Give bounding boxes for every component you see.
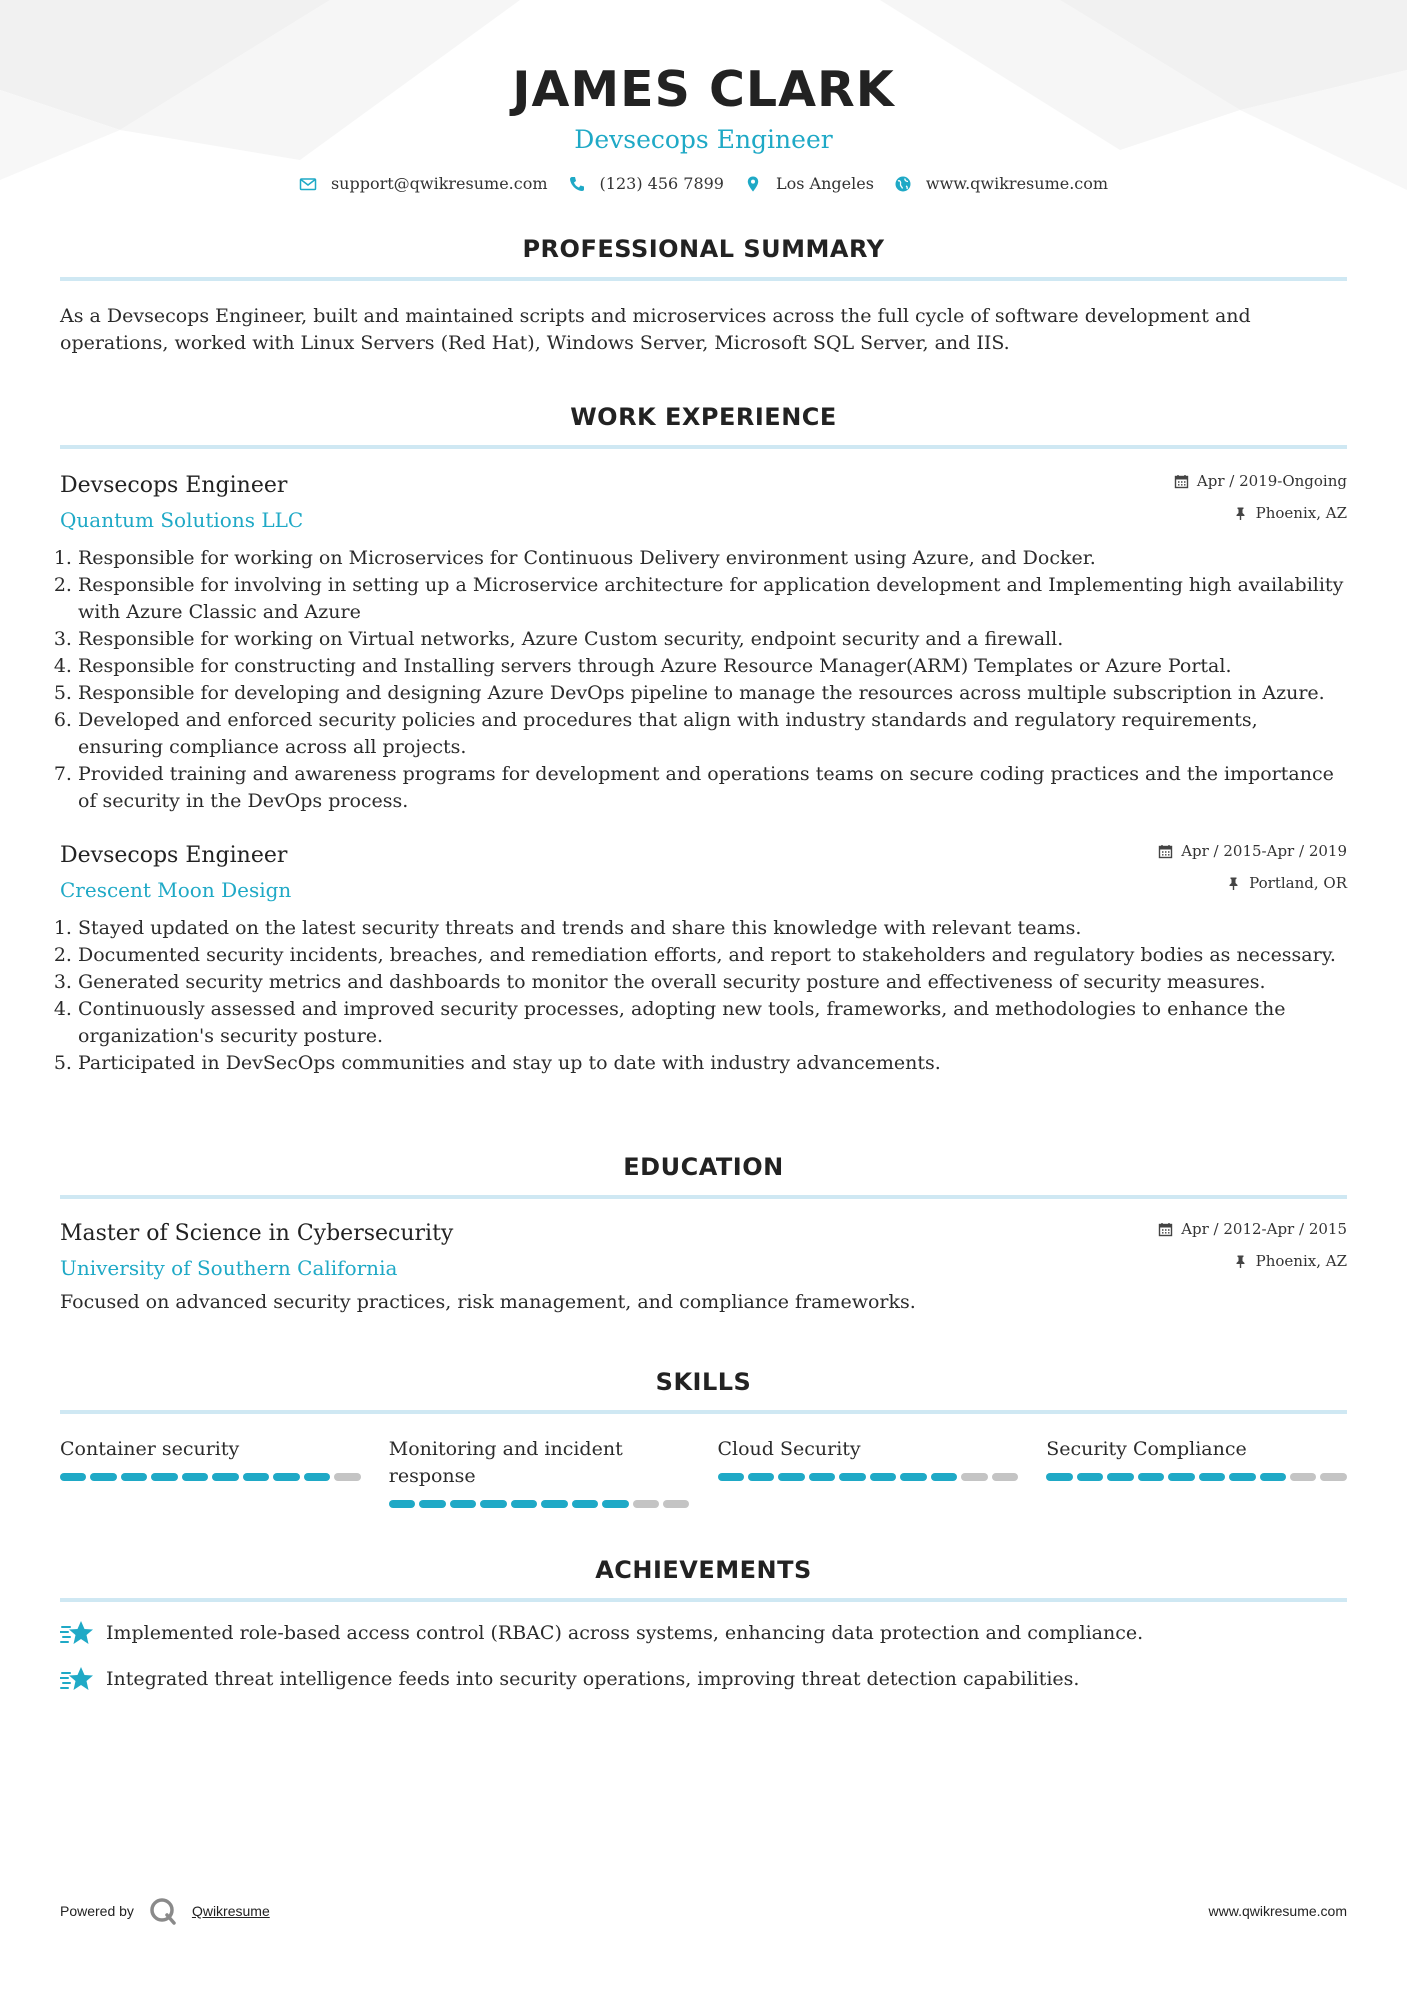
powered-by [60, 1896, 270, 1926]
skill-level-dot [900, 1473, 926, 1481]
location-text: Los Angeles [775, 174, 874, 193]
skill-level-dot [931, 1473, 957, 1481]
skill-level-dot [1077, 1473, 1103, 1481]
achievement-list [60, 1618, 1347, 1694]
skill-level-dot [870, 1473, 896, 1481]
summary-text: As a Devsecops Engineer, built and maintained scripts and microservices across the full cycle of software development and operations, worked with Linux Servers (Red Hat), Windows Server, Microsoft SQL Server, and IIS. [60, 305, 1251, 354]
candidate-name: JAMES CLARK [512, 61, 895, 118]
skill-level-dot [151, 1473, 177, 1481]
website-text[interactable]: www.qwikresume.com [925, 174, 1109, 193]
company-name: Crescent Moon Design [60, 878, 292, 902]
pushpin-icon [1233, 506, 1248, 521]
job-dates [1158, 841, 1347, 861]
contact-phone[interactable] [568, 174, 724, 193]
pushpin-icon [1233, 1254, 1248, 1269]
skill-level-dot [212, 1473, 238, 1481]
skills-heading: SKILLS [60, 1368, 1347, 1414]
skill-rating-bar [1046, 1473, 1347, 1481]
skill-level-dot [1260, 1473, 1286, 1481]
achievement-text: Implemented role-based access control (RBAC) across systems, enhancing data protection and compliance. [106, 1621, 1144, 1644]
skill-item [389, 1436, 690, 1508]
job-bullet: 4. Responsible for constructing and Installing servers through Azure Resource Manager(ARM) Templates or Azure Portal. [78, 653, 1347, 680]
skill-name: Container security [60, 1438, 240, 1460]
job-location-text: Portland, OR [1249, 874, 1347, 892]
email-text[interactable]: support@qwikresume.com [330, 174, 548, 193]
skill-level-dot [602, 1500, 628, 1508]
experience-section [60, 403, 1347, 1077]
globe-icon [894, 175, 912, 193]
skill-level-dot [961, 1473, 987, 1481]
education-dates [1158, 1219, 1347, 1239]
skill-name: Monitoring and incident response [388, 1438, 623, 1487]
star-icon [60, 1664, 94, 1694]
star-icon [60, 1618, 94, 1648]
skill-level-dot [511, 1500, 537, 1508]
education-heading: EDUCATION [60, 1153, 1347, 1199]
skill-level-dot [1138, 1473, 1164, 1481]
skill-level-dot [273, 1473, 299, 1481]
job-bullet: 3. Generated security metrics and dashboards to monitor the overall security posture and effectiveness of security measures. [78, 969, 1347, 996]
job-dates [1174, 471, 1347, 491]
job-bullet-list [60, 915, 1347, 1077]
pushpin-icon [1226, 876, 1241, 891]
powered-by-label: Powered by [60, 1903, 134, 1919]
skill-level-dot [1320, 1473, 1346, 1481]
skill-level-dot [480, 1500, 506, 1508]
job-bullet: 6. Developed and enforced security policies and procedures that align with industry standards and regulatory requirements, ensuring compliance across all projects. [78, 707, 1347, 761]
skill-level-dot [334, 1473, 360, 1481]
resume-header [60, 0, 1347, 193]
experience-heading: WORK EXPERIENCE [60, 403, 1347, 449]
contact-website[interactable] [894, 174, 1108, 193]
job-location [1158, 873, 1347, 893]
job-dates-text: Apr / 2019-Ongoing [1196, 472, 1347, 490]
envelope-icon [299, 175, 317, 193]
job-dates-text: Apr / 2015-Apr / 2019 [1181, 842, 1347, 860]
achievements-heading: ACHIEVEMENTS [60, 1556, 1347, 1602]
education-location [1158, 1251, 1347, 1271]
skill-level-dot [450, 1500, 476, 1508]
skill-rating-bar [60, 1473, 361, 1481]
education-dates-text: Apr / 2012-Apr / 2015 [1181, 1220, 1347, 1238]
skill-level-dot [1046, 1473, 1072, 1481]
skill-level-dot [121, 1473, 147, 1481]
skill-level-dot [572, 1500, 598, 1508]
summary-section [60, 235, 1347, 357]
job-title: Devsecops Engineer [60, 843, 288, 868]
job-bullet: 2. Documented security incidents, breaches, and remediation efforts, and report to stakeholders and regulatory bodies as necessary. [78, 942, 1347, 969]
job-bullet: 1. Stayed updated on the latest security threats and trends and share this knowledge with relevant teams. [78, 915, 1347, 942]
skill-item [60, 1436, 361, 1508]
job-title: Devsecops Engineer [60, 473, 288, 498]
skill-level-dot [243, 1473, 269, 1481]
company-name: Quantum Solutions LLC [60, 508, 304, 532]
calendar-icon [1158, 844, 1173, 859]
job-bullet: 7. Provided training and awareness programs for development and operations teams on secure coding practices and the importance of security in the DevOps process. [78, 761, 1347, 815]
page-footer [60, 1896, 1347, 1926]
job-bullet: 5. Participated in DevSecOps communities and stay up to date with industry advancements. [78, 1050, 1347, 1077]
skill-level-dot [1199, 1473, 1225, 1481]
skill-rating-bar [718, 1473, 1019, 1481]
footer-website[interactable]: www.qwikresume.com [1208, 1903, 1347, 1919]
calendar-icon [1158, 1222, 1173, 1237]
job-bullet: 5. Responsible for developing and designing Azure DevOps pipeline to manage the resources across multiple subscription in Azure. [78, 680, 1347, 707]
calendar-icon [1174, 474, 1189, 489]
skill-level-dot [778, 1473, 804, 1481]
achievement-text: Integrated threat intelligence feeds into security operations, improving threat detection capabilities. [106, 1667, 1080, 1690]
school: University of Southern California [60, 1256, 398, 1280]
contact-bar [60, 174, 1347, 193]
skill-list [60, 1436, 1347, 1508]
skill-level-dot [992, 1473, 1018, 1481]
education-entry [60, 1219, 1347, 1316]
skill-name: Security Compliance [1046, 1438, 1247, 1460]
summary-heading: PROFESSIONAL SUMMARY [60, 235, 1347, 281]
phone-icon [568, 175, 586, 193]
skill-level-dot [419, 1500, 445, 1508]
skill-level-dot [839, 1473, 865, 1481]
achievement-item [60, 1618, 1347, 1648]
contact-email[interactable] [299, 174, 548, 193]
skills-section [60, 1368, 1347, 1508]
education-description: Focused on advanced security practices, risk management, and compliance frameworks. [60, 1291, 916, 1313]
skill-rating-bar [389, 1500, 690, 1508]
skill-level-dot [1168, 1473, 1194, 1481]
skill-level-dot [182, 1473, 208, 1481]
job-bullet: 1. Responsible for working on Microservices for Continuous Delivery environment using Azure, and Docker. [78, 545, 1347, 572]
job-location [1174, 503, 1347, 523]
job-bullet: 3. Responsible for working on Virtual networks, Azure Custom security, endpoint security and a firewall. [78, 626, 1347, 653]
degree: Master of Science in Cybersecurity [60, 1221, 454, 1246]
skill-level-dot [633, 1500, 659, 1508]
brand-link[interactable]: Qwikresume [191, 1903, 270, 1919]
education-location-text: Phoenix, AZ [1255, 1252, 1347, 1270]
contact-location [744, 174, 874, 193]
skill-item [1046, 1436, 1347, 1508]
map-pin-icon [744, 175, 762, 193]
skill-item [718, 1436, 1019, 1508]
job-bullet: 2. Responsible for involving in setting up a Microservice architecture for application development and Implementing high availability with Azure Classic and Azure [78, 572, 1347, 626]
education-section [60, 1153, 1347, 1316]
skill-level-dot [663, 1500, 689, 1508]
skill-name: Cloud Security [717, 1438, 861, 1460]
candidate-title: Devsecops Engineer [574, 125, 833, 154]
skill-level-dot [718, 1473, 744, 1481]
skill-level-dot [541, 1500, 567, 1508]
skill-level-dot [809, 1473, 835, 1481]
skill-level-dot [1107, 1473, 1133, 1481]
achievement-item [60, 1664, 1347, 1694]
skill-level-dot [90, 1473, 116, 1481]
job-bullet: 4. Continuously assessed and improved security processes, adopting new tools, frameworks, and methodologies to enhance the organization's security posture. [78, 996, 1347, 1050]
job-list [60, 471, 1347, 1077]
job-entry [60, 471, 1347, 815]
skill-level-dot [1290, 1473, 1316, 1481]
job-entry [60, 841, 1347, 1077]
phone-text[interactable]: (123) 456 7899 [599, 174, 724, 193]
skill-level-dot [1229, 1473, 1255, 1481]
skill-level-dot [60, 1473, 86, 1481]
job-bullet-list [60, 545, 1347, 815]
skill-level-dot [389, 1500, 415, 1508]
job-location-text: Phoenix, AZ [1255, 504, 1347, 522]
achievements-section [60, 1556, 1347, 1694]
skill-level-dot [304, 1473, 330, 1481]
skill-level-dot [748, 1473, 774, 1481]
qwikresume-logo-icon [148, 1896, 178, 1926]
